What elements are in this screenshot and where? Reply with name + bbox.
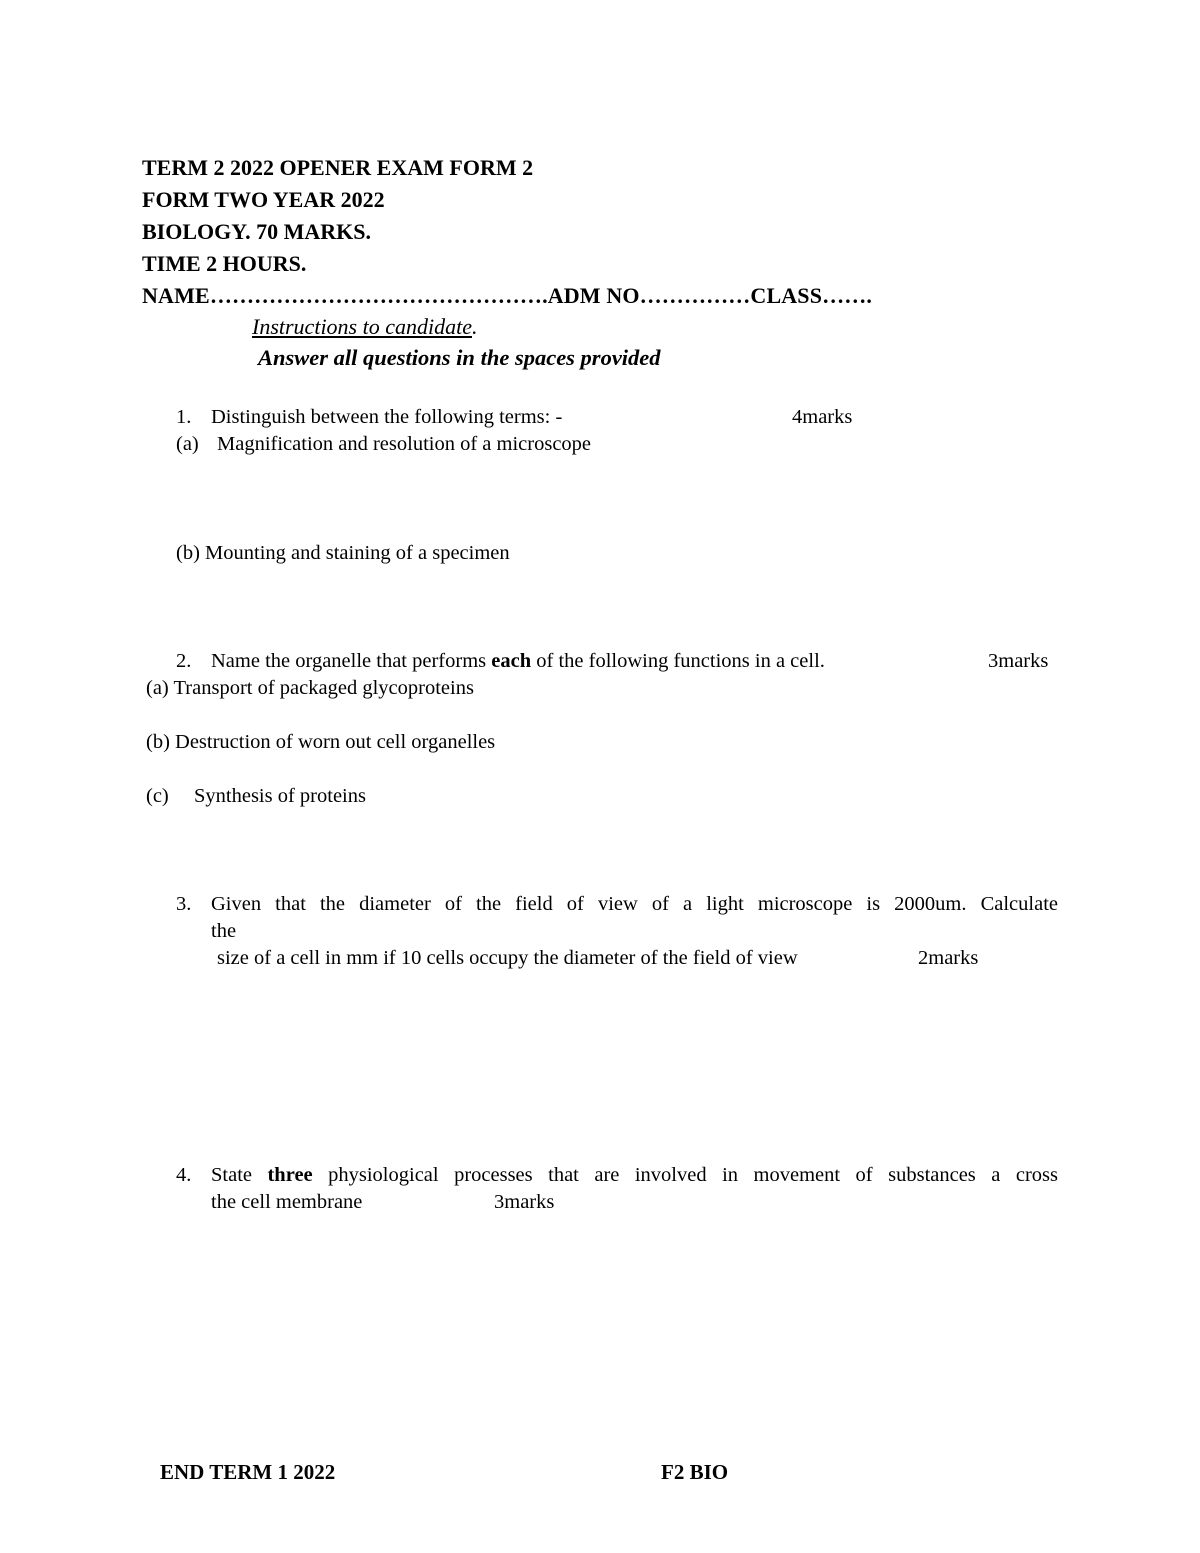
instructions-title-suffix: .: [471, 314, 478, 339]
q4-marks: 3marks: [494, 1191, 555, 1213]
q2-text-bold: each: [491, 650, 532, 672]
q2-c-text: Synthesis of proteins: [194, 785, 366, 807]
q4-line1: [211, 1162, 1058, 1189]
q4-text-bold: three: [267, 1164, 313, 1186]
q2-a-text: (a) Transport of packaged glycoproteins: [146, 677, 474, 699]
q1-b-text: (b) Mounting and staining of a specimen: [176, 542, 510, 564]
form-year: FORM TWO YEAR 2022: [142, 187, 385, 212]
q4-text-pre: State: [211, 1164, 268, 1186]
footer-left: END TERM 1 2022: [160, 1460, 336, 1484]
subject-marks: BIOLOGY. 70 MARKS.: [142, 219, 372, 244]
q4-number: 4.: [176, 1164, 192, 1186]
exam-title: TERM 2 2022 OPENER EXAM FORM 2: [142, 155, 534, 180]
q1-number: 1.: [176, 406, 192, 428]
q1-a-label: (a): [176, 433, 199, 455]
q4-line2: the cell membrane: [211, 1191, 363, 1213]
footer-right: F2 BIO: [661, 1460, 729, 1484]
exam-time: TIME 2 HOURS.: [142, 251, 307, 276]
instructions-body: Answer all questions in the spaces provided: [258, 345, 661, 370]
q2-text-post: of the following functions in a cell.: [531, 650, 825, 672]
q2-b-text: (b) Destruction of worn out cell organelles: [146, 731, 496, 753]
instructions-title: Instructions to candidate: [252, 314, 472, 339]
q3-line3: size of a cell in mm if 10 cells occupy the diameter of the field of view: [217, 947, 798, 969]
q3-number: 3.: [176, 893, 192, 915]
q4-text-post: physiological processes that are involved in movement of substances a cross: [312, 1164, 1058, 1186]
q1-marks: 4marks: [792, 406, 853, 428]
q1-text: Distinguish between the following terms: -: [211, 406, 563, 428]
q3-marks: 2marks: [918, 947, 979, 969]
q3-line1: Given that the diameter of the field of view of a light microscope is 2000um. Calculate: [211, 893, 1058, 915]
q2-text: [211, 648, 825, 675]
q2-text-pre: Name the organelle that performs: [211, 650, 492, 672]
q1-a-text: Magnification and resolution of a microscope: [217, 433, 592, 455]
name-adm-class-line: NAME……………………………………….ADM NO……………CLASS…….: [142, 283, 873, 308]
instructions-heading: [252, 312, 477, 342]
q2-c-label: (c): [146, 785, 169, 807]
q3-line2: the: [211, 920, 237, 942]
q2-marks: 3marks: [988, 650, 1049, 672]
q2-number: 2.: [176, 650, 192, 672]
